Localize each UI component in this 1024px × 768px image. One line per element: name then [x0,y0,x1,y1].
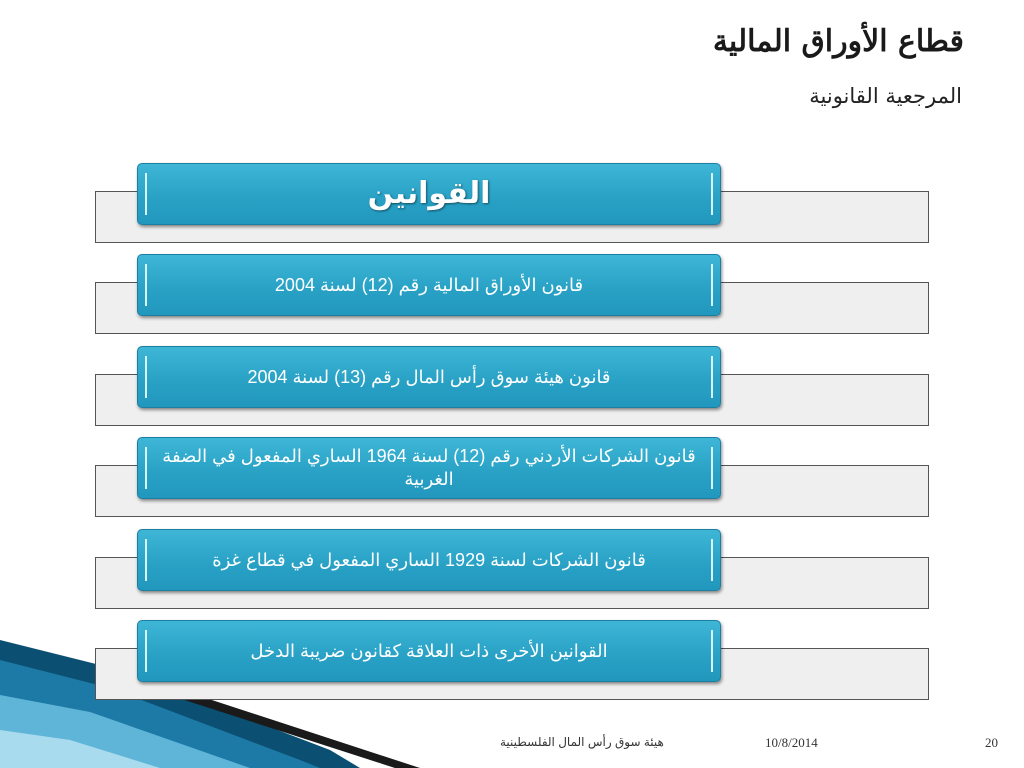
law-item: قانون الأوراق المالية رقم (12) لسنة 2004 [137,254,721,316]
slide-title: قطاع الأوراق المالية [712,24,964,59]
law-item: قانون الشركات الأردني رقم (12) لسنة 1964 الساري المفعول في الضفة الغربية [137,437,721,499]
law-item-row [0,529,1024,621]
law-item-row [0,346,1024,438]
footer-organization: هيئة سوق رأس المال الفلسطينية [500,735,664,749]
law-item: القوانين الأخرى ذات العلاقة كقانون ضريبة الدخل [137,620,721,682]
slide-subtitle: المرجعية القانونية [809,84,962,108]
law-item-row [0,254,1024,346]
page-number: 20 [985,735,998,750]
law-item: قانون الشركات لسنة 1929 الساري المفعول في قطاع غزة [137,529,721,591]
law-item-row [0,437,1024,529]
law-item-row [0,620,1024,712]
laws-header-row [0,163,1024,255]
law-item: قانون هيئة سوق رأس المال رقم (13) لسنة 2004 [137,346,721,408]
laws-header: القوانين [137,163,721,225]
footer-date: 10/8/2014 [765,735,818,750]
